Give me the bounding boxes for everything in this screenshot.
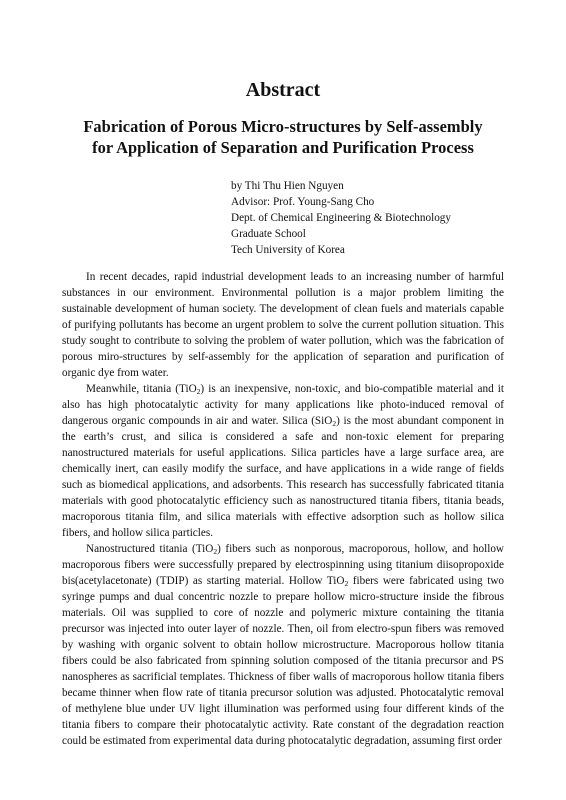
subscript-2: 2 — [196, 387, 201, 396]
subscript-2: 2 — [213, 547, 218, 556]
paragraph-2-text-c: ) is the most abundant component in the earth’s crust, and silica is considered a safe and non-toxic element for preparing nanostructured materials for useful applications. Silica particles have a large surface area, are chemically inert, can easily modify the surface, and have applications in a wide range of fields such as biomedical applications, and adsorbents. This research has successfully fabricated titania materials with good photocatalytic efficiency such as nanostructured titania fibers, titania beads, macroporous titania film, and silica materials with effective adsorption such as hollow silica fibers, and hollow silica particles. — [62, 415, 504, 539]
paragraph-2-text-a: Meanwhile, titania (TiO — [86, 383, 197, 395]
paragraph-3-text-c: fibers were fabricated using two syringe pumps and dual concentric nozzle to prepare hollow micro-structure inside the fibrous materials. Oil was supplied to core of nozzle and polymeric mixture containing the titania precursor was injected into outer layer of nozzle. Then, oil from electro-spun fibers was removed by washing with organic solvent to obtain hollow microstructure. Macroporous hollow titania fibers could be also fabricated from spinning solution composed of the titania precursor and PS nanospheres as sacrificial templates. Thickness of fiber walls of macroporous hollow titania fibers became thinner when flow rate of titania precursor solution was adjusted. Photocatalytic removal of methylene blue under UV light illumination was performed using four different kinds of the titania fibers to compare their photocatalytic activity. Rate constant of the degradation reaction could be estimated from experimental data during photocatalytic degradation, assuming first order — [62, 575, 504, 747]
author-name: by Thi Thu Hien Nguyen — [231, 180, 344, 192]
paragraph-3-text-b: ) fibers such as nonporous, macroporous, hollow, and hollow macroporous fibers were successfully prepared by electrospinning using titanium diisopropoxide bis(acetylacetonate) (TDIP) as starting material. Hollow TiO — [62, 543, 504, 587]
paragraph-2-text-b: ) is an inexpensive, non-toxic, and bio-compatible material and it also has high photocatalytic activity for many applications like photo-induced removal of dangerous organic compounds in air and water. Silica (SiO — [62, 383, 504, 427]
university-name: Tech University of Korea — [231, 244, 345, 256]
thesis-title-line-1: Fabrication of Porous Micro-structures by Self-assembly — [83, 117, 483, 136]
subscript-2: 2 — [344, 579, 349, 588]
thesis-title-line-2: for Application of Separation and Purification Process — [92, 138, 474, 157]
department-name: Dept. of Chemical Engineering & Biotechnology — [231, 212, 451, 224]
abstract-paragraph-3 — [62, 541, 504, 749]
advisor-name: Advisor: Prof. Young-Sang Cho — [231, 196, 375, 208]
subscript-2: 2 — [332, 419, 337, 428]
abstract-heading: Abstract — [245, 79, 321, 101]
abstract-paragraph-2 — [62, 381, 504, 541]
abstract-paragraph-1: In recent decades, rapid industrial development leads to an increasing number of harmful substances in our environment. Environmental pollution is a major problem limiting the sustainable development of human society. The development of clean fuels and materials capable of purifying pollutants has become an urgent problem to solve the current pollution situation. This study sought to contribute to solving the problem of water pollution, which was the fabrication of porous miro-structures by self-assembly for the application of separation and purification of organic dye from water. — [62, 271, 504, 379]
abstract-body — [62, 269, 504, 749]
school-name: Graduate School — [231, 228, 306, 240]
paragraph-3-text-a: Nanostructured titania (TiO — [86, 543, 214, 555]
